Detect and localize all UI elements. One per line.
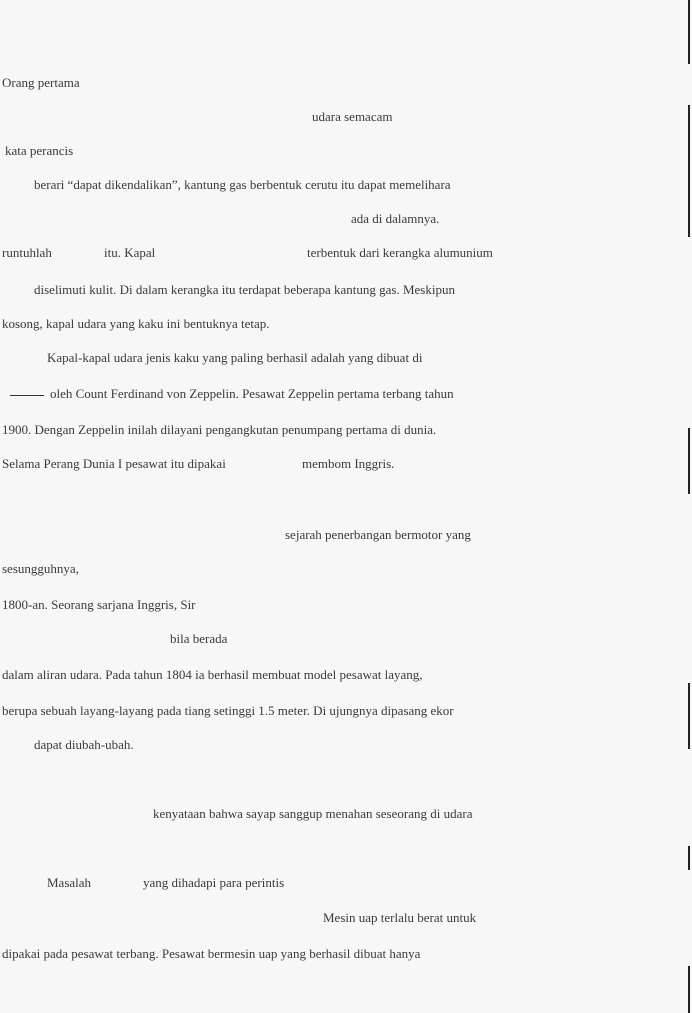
text-line: sejarah penerbangan bermotor yang xyxy=(285,527,471,542)
text-line: diselimuti kulit. Di dalam kerangka itu terdapat beberapa kantung gas. Meskipun xyxy=(34,282,455,297)
text-line: Selama Perang Dunia I pesawat itu dipakai xyxy=(2,456,226,471)
text-line: udara semacam xyxy=(312,109,393,124)
text-line: kenyataan bahwa sayap sanggup menahan seseorang di udara xyxy=(153,806,473,821)
margin-bar xyxy=(688,846,690,870)
text-line xyxy=(10,386,454,402)
text-line: Orang pertama xyxy=(2,75,80,90)
text-line: 1800-an. Seorang sarjana Inggris, Sir xyxy=(2,597,196,612)
text-line: dipakai pada pesawat terbang. Pesawat bermesin uap yang berhasil dibuat hanya xyxy=(2,946,421,961)
text-line: terbentuk dari kerangka alumunium xyxy=(307,245,493,260)
text-line: 1900. Dengan Zeppelin inilah dilayani pengangkutan penumpang pertama di dunia. xyxy=(2,422,437,437)
margin-bar xyxy=(688,966,690,1013)
margin-bar xyxy=(688,105,690,237)
text-line: itu. Kapal xyxy=(104,245,156,260)
text-line: berari “dapat dikendalikan”, kantung gas berbentuk cerutu itu dapat memelihara xyxy=(34,177,451,192)
text-line: runtuhlah xyxy=(2,245,52,260)
text-line: Kapal-kapal udara jenis kaku yang paling berhasil adalah yang dibuat di xyxy=(47,350,423,365)
margin-bar xyxy=(688,683,690,749)
text-line: berupa sebuah layang-layang pada tiang setinggi 1.5 meter. Di ujungnya dipasang ekor xyxy=(2,703,454,718)
text-line: dapat diubah-ubah. xyxy=(34,737,134,752)
blank-line xyxy=(10,395,44,396)
text-line: Masalah xyxy=(47,875,92,890)
text-line: yang dihadapi para perintis xyxy=(143,875,285,890)
text-line: ada di dalamnya. xyxy=(351,211,440,226)
text-line: bila berada xyxy=(170,631,228,646)
text-line: Mesin uap terlalu berat untuk xyxy=(323,910,477,925)
text-line: sesungguhnya, xyxy=(2,561,79,576)
text-line: kata perancis xyxy=(5,143,74,158)
text-span: oleh Count Ferdinand von Zeppelin. Pesawat Zeppelin pertama terbang tahun xyxy=(50,386,454,401)
text-line: kosong, kapal udara yang kaku ini bentuknya tetap. xyxy=(2,316,270,331)
margin-bar xyxy=(688,428,690,494)
text-line: membom Inggris. xyxy=(302,456,395,471)
margin-bar xyxy=(688,0,690,64)
text-line: dalam aliran udara. Pada tahun 1804 ia berhasil membuat model pesawat layang, xyxy=(2,667,423,682)
